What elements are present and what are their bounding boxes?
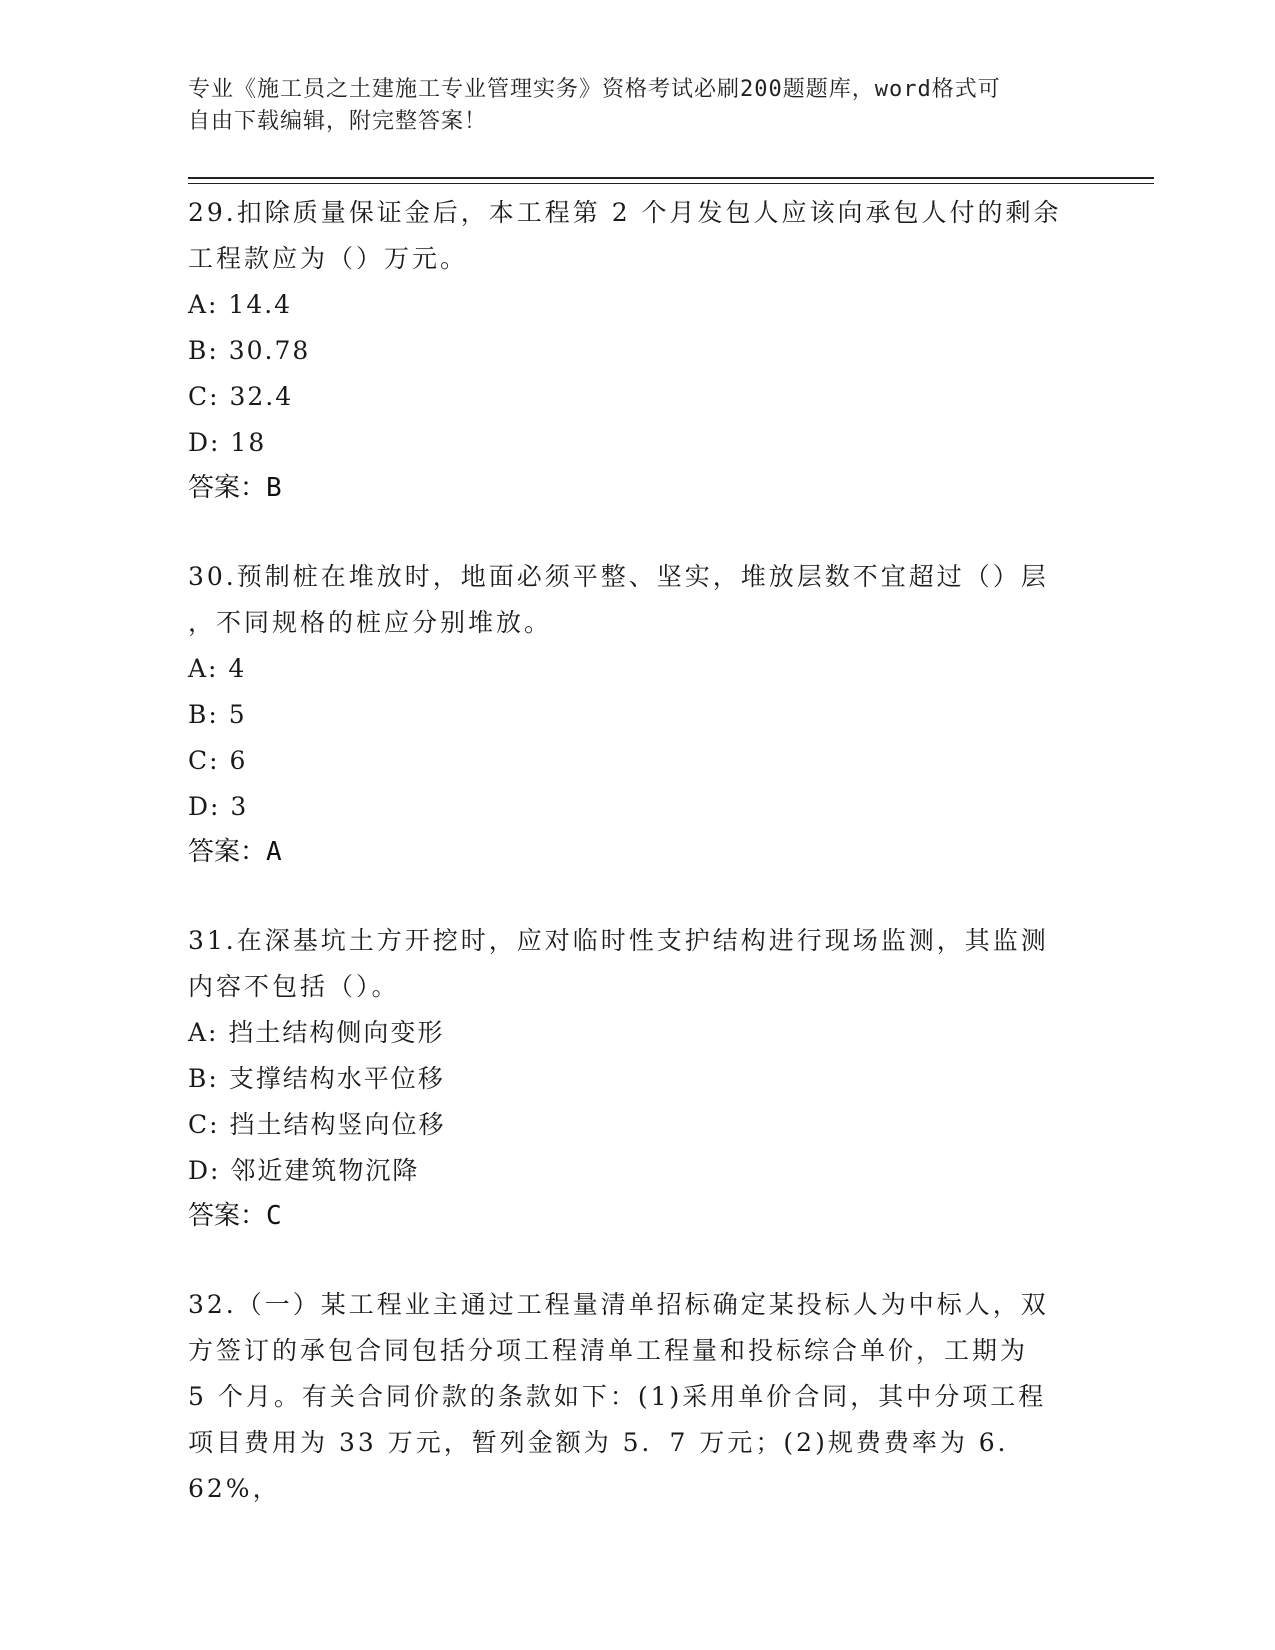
question-stem: 工程款应为（）万元。	[188, 244, 469, 273]
option-b: B: 支撑结构水平位移	[188, 1064, 445, 1093]
option-c: C: 挡土结构竖向位移	[188, 1110, 446, 1139]
question-stem: 内容不包括（）。	[188, 972, 400, 1001]
header-rule-thick	[188, 177, 1154, 179]
question-stem: 29.扣除质量保证金后，本工程第 2 个月发包人应该向承包人付的剩余	[188, 198, 1062, 227]
option-a: A: 挡土结构侧向变形	[188, 1018, 445, 1047]
header-rule-thin	[188, 183, 1154, 184]
option-d: D: 邻近建筑物沉降	[188, 1156, 420, 1185]
question-stem: 32.（一）某工程业主通过工程量清单招标确定某投标人为中标人，双	[188, 1290, 1049, 1319]
option-a: A: 4	[188, 654, 247, 683]
option-c: C: 32.4	[188, 382, 294, 411]
answer: 答案：B	[188, 473, 282, 503]
document-header	[188, 74, 1068, 138]
answer: 答案：A	[188, 837, 282, 867]
question-32	[188, 1282, 1078, 1512]
question-stem: ，不同规格的桩应分别堆放。	[188, 608, 553, 637]
question-30	[188, 554, 1078, 874]
option-b: B: 5	[188, 700, 247, 729]
question-stem: 30.预制桩在堆放时，地面必须平整、坚实，堆放层数不宜超过（）层	[188, 562, 1049, 591]
question-stem: 5 个月。有关合同价款的条款如下：(1)采用单价合同，其中分项工程	[188, 1382, 1047, 1411]
question-29	[188, 190, 1078, 510]
question-stem: 方签订的承包合同包括分项工程清单工程量和投标综合单价，工期为	[188, 1336, 1029, 1365]
option-c: C: 6	[188, 746, 248, 775]
option-d: D: 18	[188, 428, 267, 457]
question-31	[188, 918, 1078, 1238]
question-stem: 项目费用为 33 万元，暂列金额为 5．7 万元；(2)规费费率为 6．62%，	[188, 1428, 1026, 1503]
option-a: A: 14.4	[188, 290, 293, 319]
answer: 答案：C	[188, 1201, 282, 1231]
option-d: D: 3	[188, 792, 249, 821]
question-stem: 31.在深基坑土方开挖时，应对临时性支护结构进行现场监测，其监测	[188, 926, 1049, 955]
question-list	[188, 190, 1078, 1556]
header-line-1: 专业《施工员之土建施工专业管理实务》资格考试必刷200题题库，word格式可	[188, 77, 1001, 102]
header-line-2: 自由下载编辑，附完整答案！	[188, 109, 488, 134]
option-b: B: 30.78	[188, 336, 311, 365]
